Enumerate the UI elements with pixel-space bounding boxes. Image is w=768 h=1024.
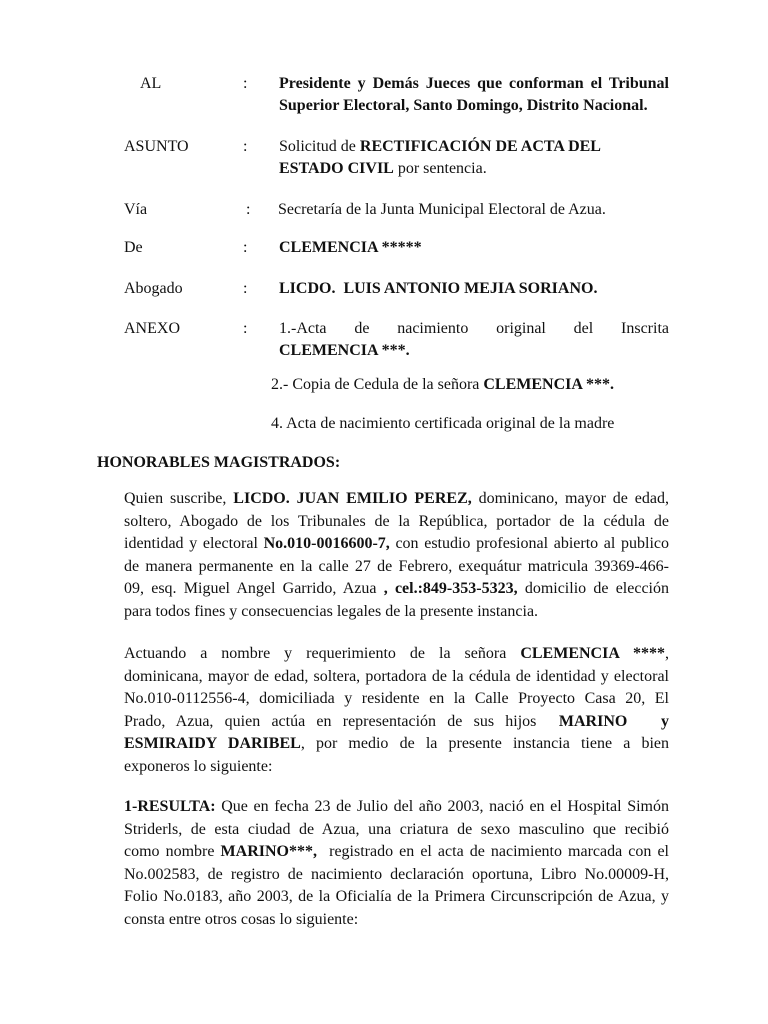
anexo-item1-line2: CLEMENCIA ***. xyxy=(279,342,410,359)
p2-line6: exponeros lo siguiente: xyxy=(124,757,273,775)
p1-l5-a: 09, esq. Miguel Angel Garrido, Azua xyxy=(124,580,384,598)
p3-l1-b: Que en fecha 23 de Julio del año 2003, nació en el Hospital Simón xyxy=(215,798,669,815)
p3-line1 xyxy=(124,796,669,819)
via-label: Vía xyxy=(124,201,148,218)
p3-l3-a: como nombre xyxy=(124,843,221,861)
asunto-line2-suffix: por sentencia. xyxy=(393,160,487,177)
p3-line3 xyxy=(124,841,669,864)
p1-line2: soltero, Abogado de los Tribunales de la República, portador de la cédula de xyxy=(124,512,669,530)
p2-l4-a: Prado, Azua, quien actúa en representación de sus hijos xyxy=(124,712,559,730)
p2-l1-c: , xyxy=(665,645,670,662)
abogado-label: Abogado xyxy=(124,280,183,297)
p3-l3-b: MARINO***, xyxy=(220,843,317,861)
p1-l1-b: LICDO. JUAN EMILIO PEREZ, xyxy=(233,490,472,507)
p2-line3: No.010-0112556-4, domiciliada y residente en la Calle Proyecto Casa 20, El xyxy=(124,690,669,708)
p3-l3-c: registrado en el acta de nacimiento marcada con el xyxy=(316,843,669,861)
via-value: Secretaría de la Junta Municipal Electoral de Azua. xyxy=(278,201,606,218)
p3-line2: Striderls, de esta ciudad de Azua, una criatura de sexo masculino que recibió xyxy=(124,820,669,838)
al-value-line1: Presidente y Demás Jueces que conforman el Tribunal xyxy=(279,75,669,92)
p2-line4 xyxy=(124,711,669,734)
de-value: CLEMENCIA ***** xyxy=(279,239,422,256)
p1-l1-c: dominicano, mayor de edad, xyxy=(471,490,669,507)
al-value xyxy=(279,73,669,117)
p2-l4-b: MARINO y xyxy=(558,712,670,730)
asunto-line1-prefix: Solicitud de xyxy=(279,138,360,155)
p1-line5 xyxy=(124,578,669,601)
p2-l5-b: , por medio de la presente instancia tiene a bien xyxy=(300,735,670,753)
asunto-line1 xyxy=(279,136,669,158)
asunto-line2 xyxy=(279,158,669,180)
p1-line6: para todos fines y consecuencias legales de la presente instancia. xyxy=(124,602,539,620)
paragraph-1 xyxy=(124,488,669,624)
anexo-colon: : xyxy=(243,320,248,337)
al-value-line2: Superior Electoral, Santo Domingo, Distrito Nacional. xyxy=(279,97,648,114)
p3-line6: consta entre otros cosas lo siguiente: xyxy=(124,910,359,928)
asunto-line1-bold: RECTIFICACIÓN DE ACTA DEL xyxy=(359,138,601,155)
anexo-item1 xyxy=(279,318,669,362)
de-colon: : xyxy=(243,239,248,256)
p2-line5 xyxy=(124,733,669,756)
asunto-colon: : xyxy=(243,138,248,155)
anexo-item2-prefix: 2.- Copia de Cedula de la señora xyxy=(271,376,484,393)
paragraph-3 xyxy=(124,796,669,932)
p1-l5-c: domicilio de elección xyxy=(517,580,669,598)
salutation: HONORABLES MAGISTRADOS: xyxy=(97,454,341,471)
p3-l1-a: 1-RESULTA: xyxy=(124,798,216,815)
abogado-colon: : xyxy=(243,280,248,297)
asunto-label: ASUNTO xyxy=(124,138,189,155)
p3-line4: No.002583, de registro de nacimiento declaración oportuna, Libro No.00009-H, xyxy=(124,865,669,883)
p1-l3-b: No.010-0016600-7, xyxy=(263,535,390,553)
anexo-item2-bold: CLEMENCIA ***. xyxy=(483,376,615,393)
p1-l3-c: con estudio profesional abierto al publico xyxy=(389,535,669,553)
p2-line1 xyxy=(124,643,669,666)
abogado-value: LICDO. LUIS ANTONIO MEJIA SORIANO. xyxy=(279,280,598,297)
p2-l5-a: ESMIRAIDY DARIBEL xyxy=(124,735,301,753)
al-colon: : xyxy=(243,75,248,92)
asunto-value xyxy=(279,136,669,180)
p1-l1-a: Quien suscribe, xyxy=(124,490,234,507)
anexo-item2 xyxy=(271,374,614,396)
anexo-label: ANEXO xyxy=(124,320,180,337)
anexo-item1-line1: 1.-Acta de nacimiento original del Inscrita xyxy=(279,320,669,337)
al-label: AL xyxy=(140,75,162,92)
p2-l1-a: Actuando a nombre y requerimiento de la señora xyxy=(124,645,521,662)
asunto-line2-bold: ESTADO CIVIL xyxy=(279,160,394,177)
paragraph-2 xyxy=(124,643,669,779)
anexo-item4: 4. Acta de nacimiento certificada original de la madre xyxy=(271,415,615,432)
p1-line3 xyxy=(124,533,669,556)
p1-l5-b: , cel.:849-353-5323, xyxy=(383,580,518,598)
p1-line1 xyxy=(124,488,669,511)
p2-line2: dominicana, mayor de edad, soltera, portadora de la cédula de identidad y electoral xyxy=(124,667,669,685)
p1-l3-a: identidad y electoral xyxy=(124,535,264,553)
de-label: De xyxy=(124,239,143,256)
p3-line5: Folio No.0183, año 2003, de la Oficialía de la Primera Circunscripción de Azua, y xyxy=(124,888,669,906)
p2-l1-b: CLEMENCIA **** xyxy=(520,645,666,662)
p1-line4: de manera permanente en la calle 27 de Febrero, exequátur matricula 39369-466- xyxy=(124,557,669,575)
via-colon: : xyxy=(246,201,251,218)
